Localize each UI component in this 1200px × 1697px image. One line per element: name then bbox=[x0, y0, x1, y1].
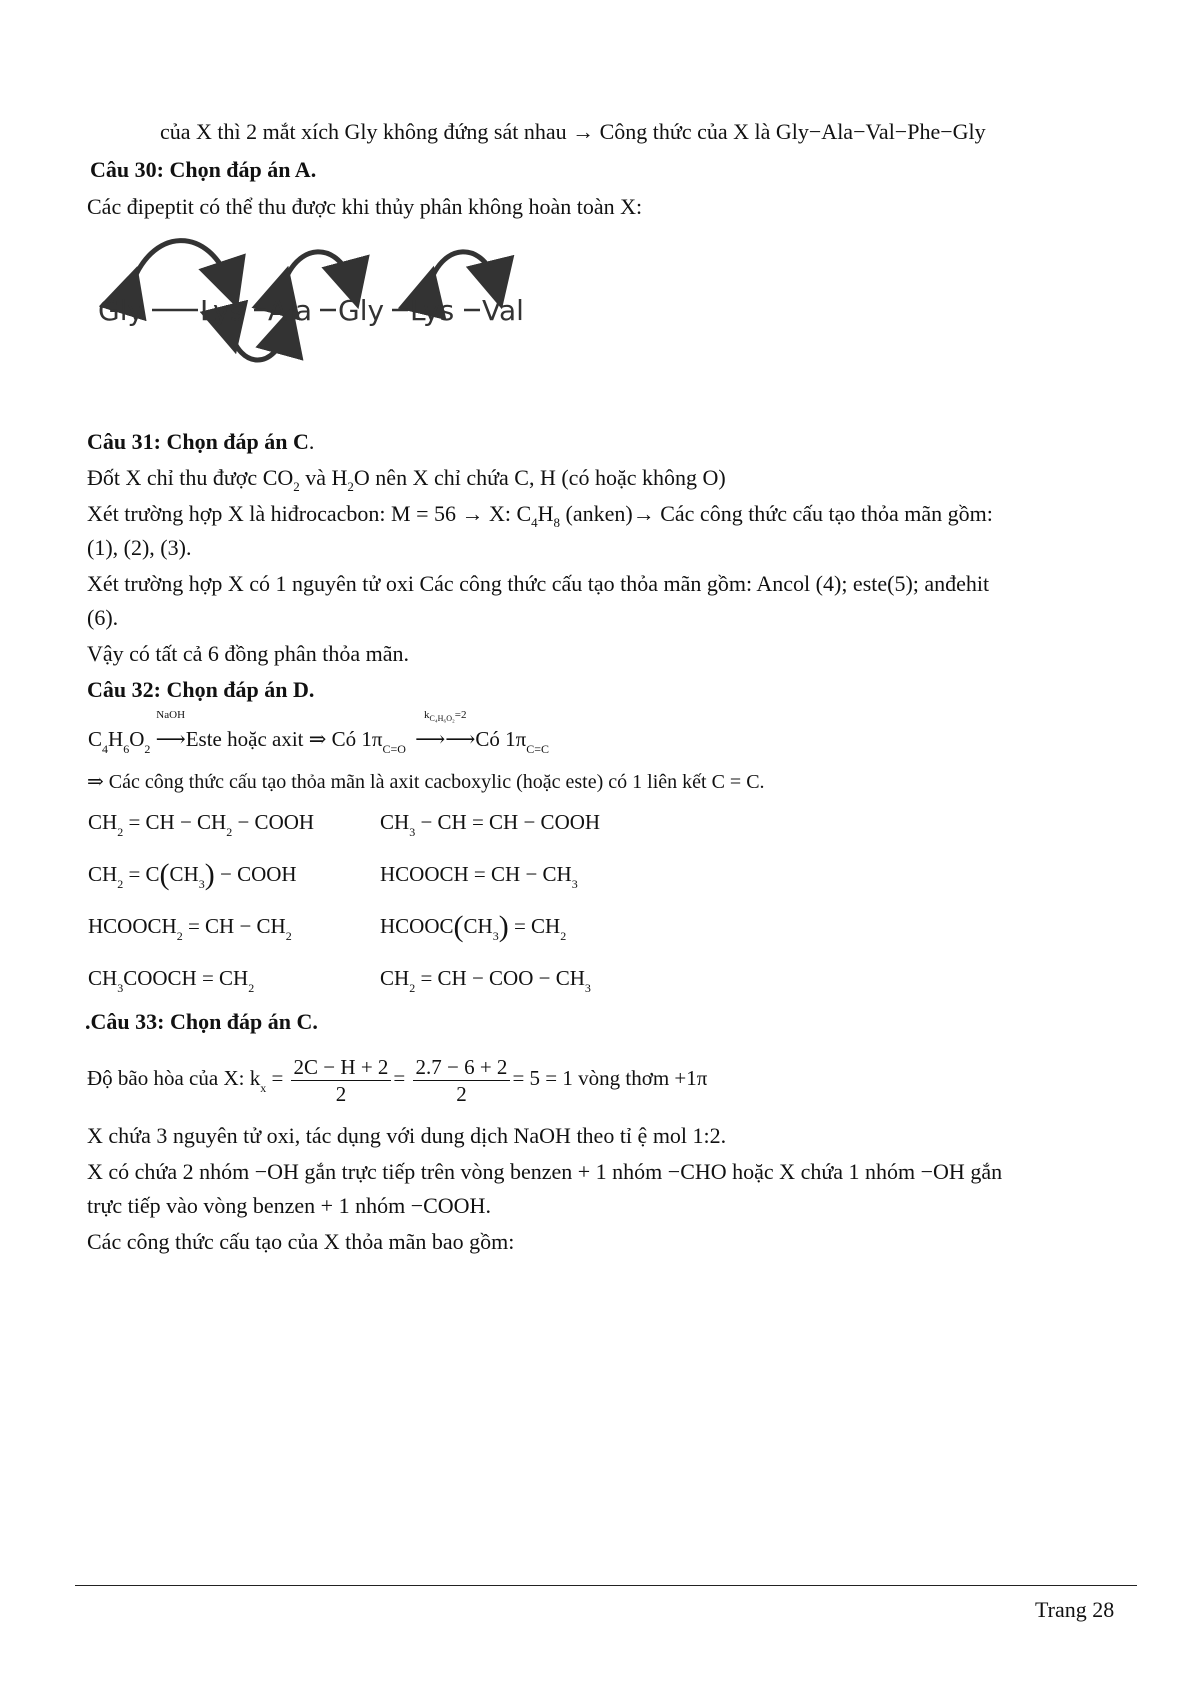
chain-lys-1: Lys bbox=[200, 294, 245, 327]
q32-formula-2: $CH_3$ − CH = CH − COOH bbox=[380, 810, 601, 839]
q31-line4: Xét trường hợp X có 1 nguyên tử oxi Các công thức cấu tạo thỏa mãn gồm: Ancol (4); este(5); anđehit bbox=[87, 571, 990, 596]
eq-end: Có 1π bbox=[475, 727, 527, 751]
q32-formula-4: HCOOCH = CH − $CH_3$ bbox=[380, 862, 578, 891]
eq-mid-sub: C=O bbox=[382, 742, 406, 756]
k-sub: x bbox=[260, 1081, 267, 1095]
q31-line2 bbox=[87, 500, 993, 537]
q32-formula-6: $HCOOC(CH_3) = CH_2$ bbox=[380, 910, 567, 943]
q31-l1b: 2 bbox=[293, 479, 300, 494]
q32-formula-5: $HCOOCH_2$ = CH − $CH_2$ bbox=[88, 914, 292, 943]
q31-l2e: (anken)→ Các công thức cấu tạo thỏa mãn gồm: bbox=[560, 501, 993, 526]
q30-text: Các đipeptit có thể thu được khi thủy phân không hoàn toàn X: bbox=[87, 194, 643, 219]
q33-line2: X có chứa 2 nhóm −OH gắn trực tiếp trên vòng benzen + 1 nhóm −CHO hoặc X chứa 1 nhóm −OH gắn bbox=[87, 1159, 1003, 1184]
intro-line: của X thì 2 mắt xích Gly không đứng sát nhau → Công thức của X là Gly−Ala−Val−Phe−Gly bbox=[160, 119, 986, 144]
chain-ala: Ala bbox=[268, 294, 313, 327]
q32-equation bbox=[88, 709, 550, 763]
q31-heading-tail: . bbox=[308, 429, 315, 454]
k-arrow: $k_{C_4H_6O_2}=2$ ⟶⟶ bbox=[415, 709, 476, 751]
q30-heading: Câu 30: Chọn đáp án A. bbox=[90, 157, 317, 182]
arc-lys-ala bbox=[230, 330, 286, 360]
page-number: Trang 28 bbox=[1035, 1597, 1115, 1622]
q32-formula-8: $CH_2$ = CH − COO − $CH_3$ bbox=[380, 966, 591, 995]
q31-line5: (6). bbox=[87, 605, 119, 630]
q31-l1c: và H bbox=[299, 465, 348, 490]
chain-val: Val bbox=[482, 294, 524, 327]
k-tail: = 5 = 1 vòng thơm +1π bbox=[512, 1066, 708, 1090]
q32-formula-7: $CH_3COOCH = CH_2$ bbox=[88, 966, 255, 995]
q31-l2d: 8 bbox=[553, 515, 561, 530]
arc-lys-val bbox=[428, 252, 496, 290]
fraction-1: $\frac{2C - H + 2}{2}$ bbox=[291, 1054, 392, 1107]
eq-h: H bbox=[108, 727, 124, 751]
q32-heading: Câu 32: Chọn đáp án D. bbox=[87, 677, 315, 702]
q32-formula-3: $CH_2 = C(CH_3)$ − COOH bbox=[88, 858, 297, 891]
q32-formula-1: $CH_2$ = CH − $CH_2$ − COOH bbox=[88, 810, 315, 839]
q31-heading-bold: Câu 31: Chọn đáp án C bbox=[87, 429, 309, 454]
q31-l1a: Đốt X chỉ thu được CO bbox=[87, 465, 294, 490]
q31-l2a: Xét trường hợp X là hiđrocacbon: M = 56 → X: C bbox=[87, 501, 532, 526]
footer-rule bbox=[75, 1585, 1137, 1586]
q33-line3: trực tiếp vào vòng benzen + 1 nhóm −COOH. bbox=[87, 1193, 491, 1218]
q31-l1d: 2 bbox=[347, 479, 354, 494]
naoh-label: NaOH bbox=[156, 709, 186, 721]
q31-line3: (1), (2), (3). bbox=[87, 535, 192, 560]
eq-mid: Este hoặc axit ⇒ Có 1π bbox=[185, 727, 383, 751]
q31-l2c: H bbox=[537, 501, 554, 526]
eq-o: O bbox=[129, 727, 145, 751]
q33-line1: X chứa 3 nguyên tử oxi, tác dụng với dung dịch NaOH theo tỉ ệ mol 1:2. bbox=[87, 1123, 727, 1148]
q31-heading bbox=[87, 428, 314, 456]
q32-note: ⇒ Các công thức cấu tạo thỏa mãn là axit cacboxylic (hoặc este) có 1 liên kết C = C. bbox=[87, 771, 765, 793]
chain-gly-1: Gly bbox=[98, 294, 145, 327]
eq-c-sub: 4 bbox=[102, 742, 109, 756]
naoh-arrow: NaOH ⟶ bbox=[155, 709, 186, 751]
q33-line4: Các công thức cấu tạo của X thỏa mãn bao gồm: bbox=[87, 1229, 515, 1254]
q31-l1e: O nên X chỉ chứa C, H (có hoặc không O) bbox=[353, 465, 726, 490]
q31-line6: Vậy có tất cả 6 đồng phân thỏa mãn. bbox=[87, 641, 409, 666]
q33-saturation bbox=[87, 1048, 707, 1108]
fraction-2: $\frac{2.7 - 6 + 2}{2}$ bbox=[413, 1054, 511, 1107]
q31-l2b: 4 bbox=[531, 515, 538, 530]
k-prefix: Độ bão hòa của X: k bbox=[87, 1066, 261, 1090]
k-eq: = bbox=[266, 1066, 284, 1090]
k-eq2: = bbox=[393, 1066, 406, 1090]
eq-h-sub: 6 bbox=[123, 742, 130, 756]
eq-o-sub: 2 bbox=[144, 742, 151, 756]
peptide-dipeptide-diagram bbox=[90, 230, 610, 410]
q31-line1 bbox=[87, 464, 726, 501]
eq-c: C bbox=[88, 727, 103, 751]
chain-gly-2: Gly bbox=[338, 294, 385, 327]
chain-lys-2: Lys bbox=[410, 294, 455, 327]
q33-heading: .Câu 33: Chọn đáp án C. bbox=[85, 1009, 318, 1034]
arc-gly-lys bbox=[130, 241, 230, 290]
k-label: $k_{C_4H_6O_2}=2$ bbox=[424, 709, 467, 724]
eq-end-sub: C=C bbox=[526, 742, 550, 756]
arc-ala-gly bbox=[282, 252, 352, 290]
